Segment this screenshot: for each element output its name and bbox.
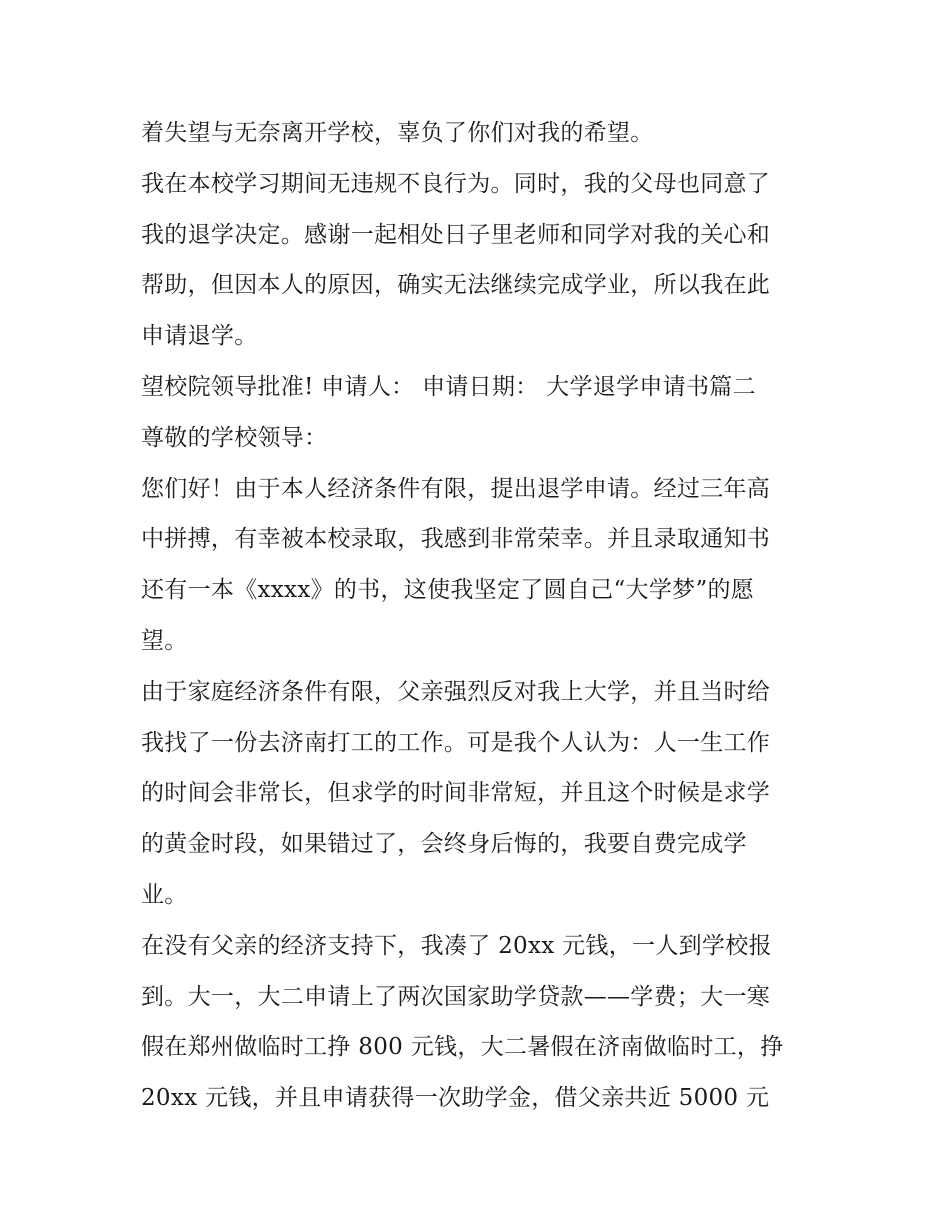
text-line-6: 望校院领导批准! 申请人： 申请日期： 大学退学申请书篇二: [141, 373, 756, 400]
text-line-10: 还有一本《xxxx》的书，这使我坚定了圆自己“大学梦”的愿: [141, 577, 755, 604]
text-line-2: 我在本校学习期间无违规不良行为。同时，我的父母也同意了: [141, 170, 771, 197]
text-line-1: 着失望与无奈离开学校，辜负了你们对我的希望。: [141, 120, 654, 146]
text-line-3: 我的退学决定。感谢一起相处日子里老师和同学对我的关心和: [141, 221, 771, 248]
text-line-18: 到。大一，大二申请上了两次国家助学贷款——学费；大一寒: [141, 983, 771, 1010]
text-line-15: 的黄金时段，如果错过了，会终身后悔的，我要自费完成学: [141, 831, 747, 858]
text-line-8: 您们好！由于本人经济条件有限，提出退学申请。经过三年高: [141, 475, 771, 502]
text-line-16: 业。: [141, 881, 188, 908]
text-line-14: 的时间会非常长，但求学的时间非常短，并且这个时候是求学: [141, 780, 771, 807]
text-line-5: 申请退学。: [141, 323, 258, 350]
text-line-11: 望。: [141, 627, 188, 654]
text-line-13: 我找了一份去济南打工的工作。可是我个人认为：人一生工作: [141, 729, 771, 756]
text-line-4: 帮助，但因本人的原因，确实无法继续完成学业，所以我在此: [141, 272, 771, 299]
text-line-9: 中拼搏，有幸被本校录取，我感到非常荣幸。并且录取通知书: [141, 526, 771, 553]
text-line-7: 尊敬的学校领导：: [141, 424, 328, 451]
text-line-19: 假在郑州做临时工挣 800 元钱，大二暑假在济南做临时工，挣: [141, 1034, 784, 1061]
text-line-20: 20xx 元钱，并且申请获得一次助学金，借父亲共近 5000 元: [141, 1085, 770, 1112]
body-text: [141, 108, 813, 1124]
text-line-17: 在没有父亲的经济支持下，我凑了 20xx 元钱，一人到学校报: [141, 932, 772, 959]
text-line-12: 由于家庭经济条件有限，父亲强烈反对我上大学，并且当时给: [141, 678, 771, 705]
